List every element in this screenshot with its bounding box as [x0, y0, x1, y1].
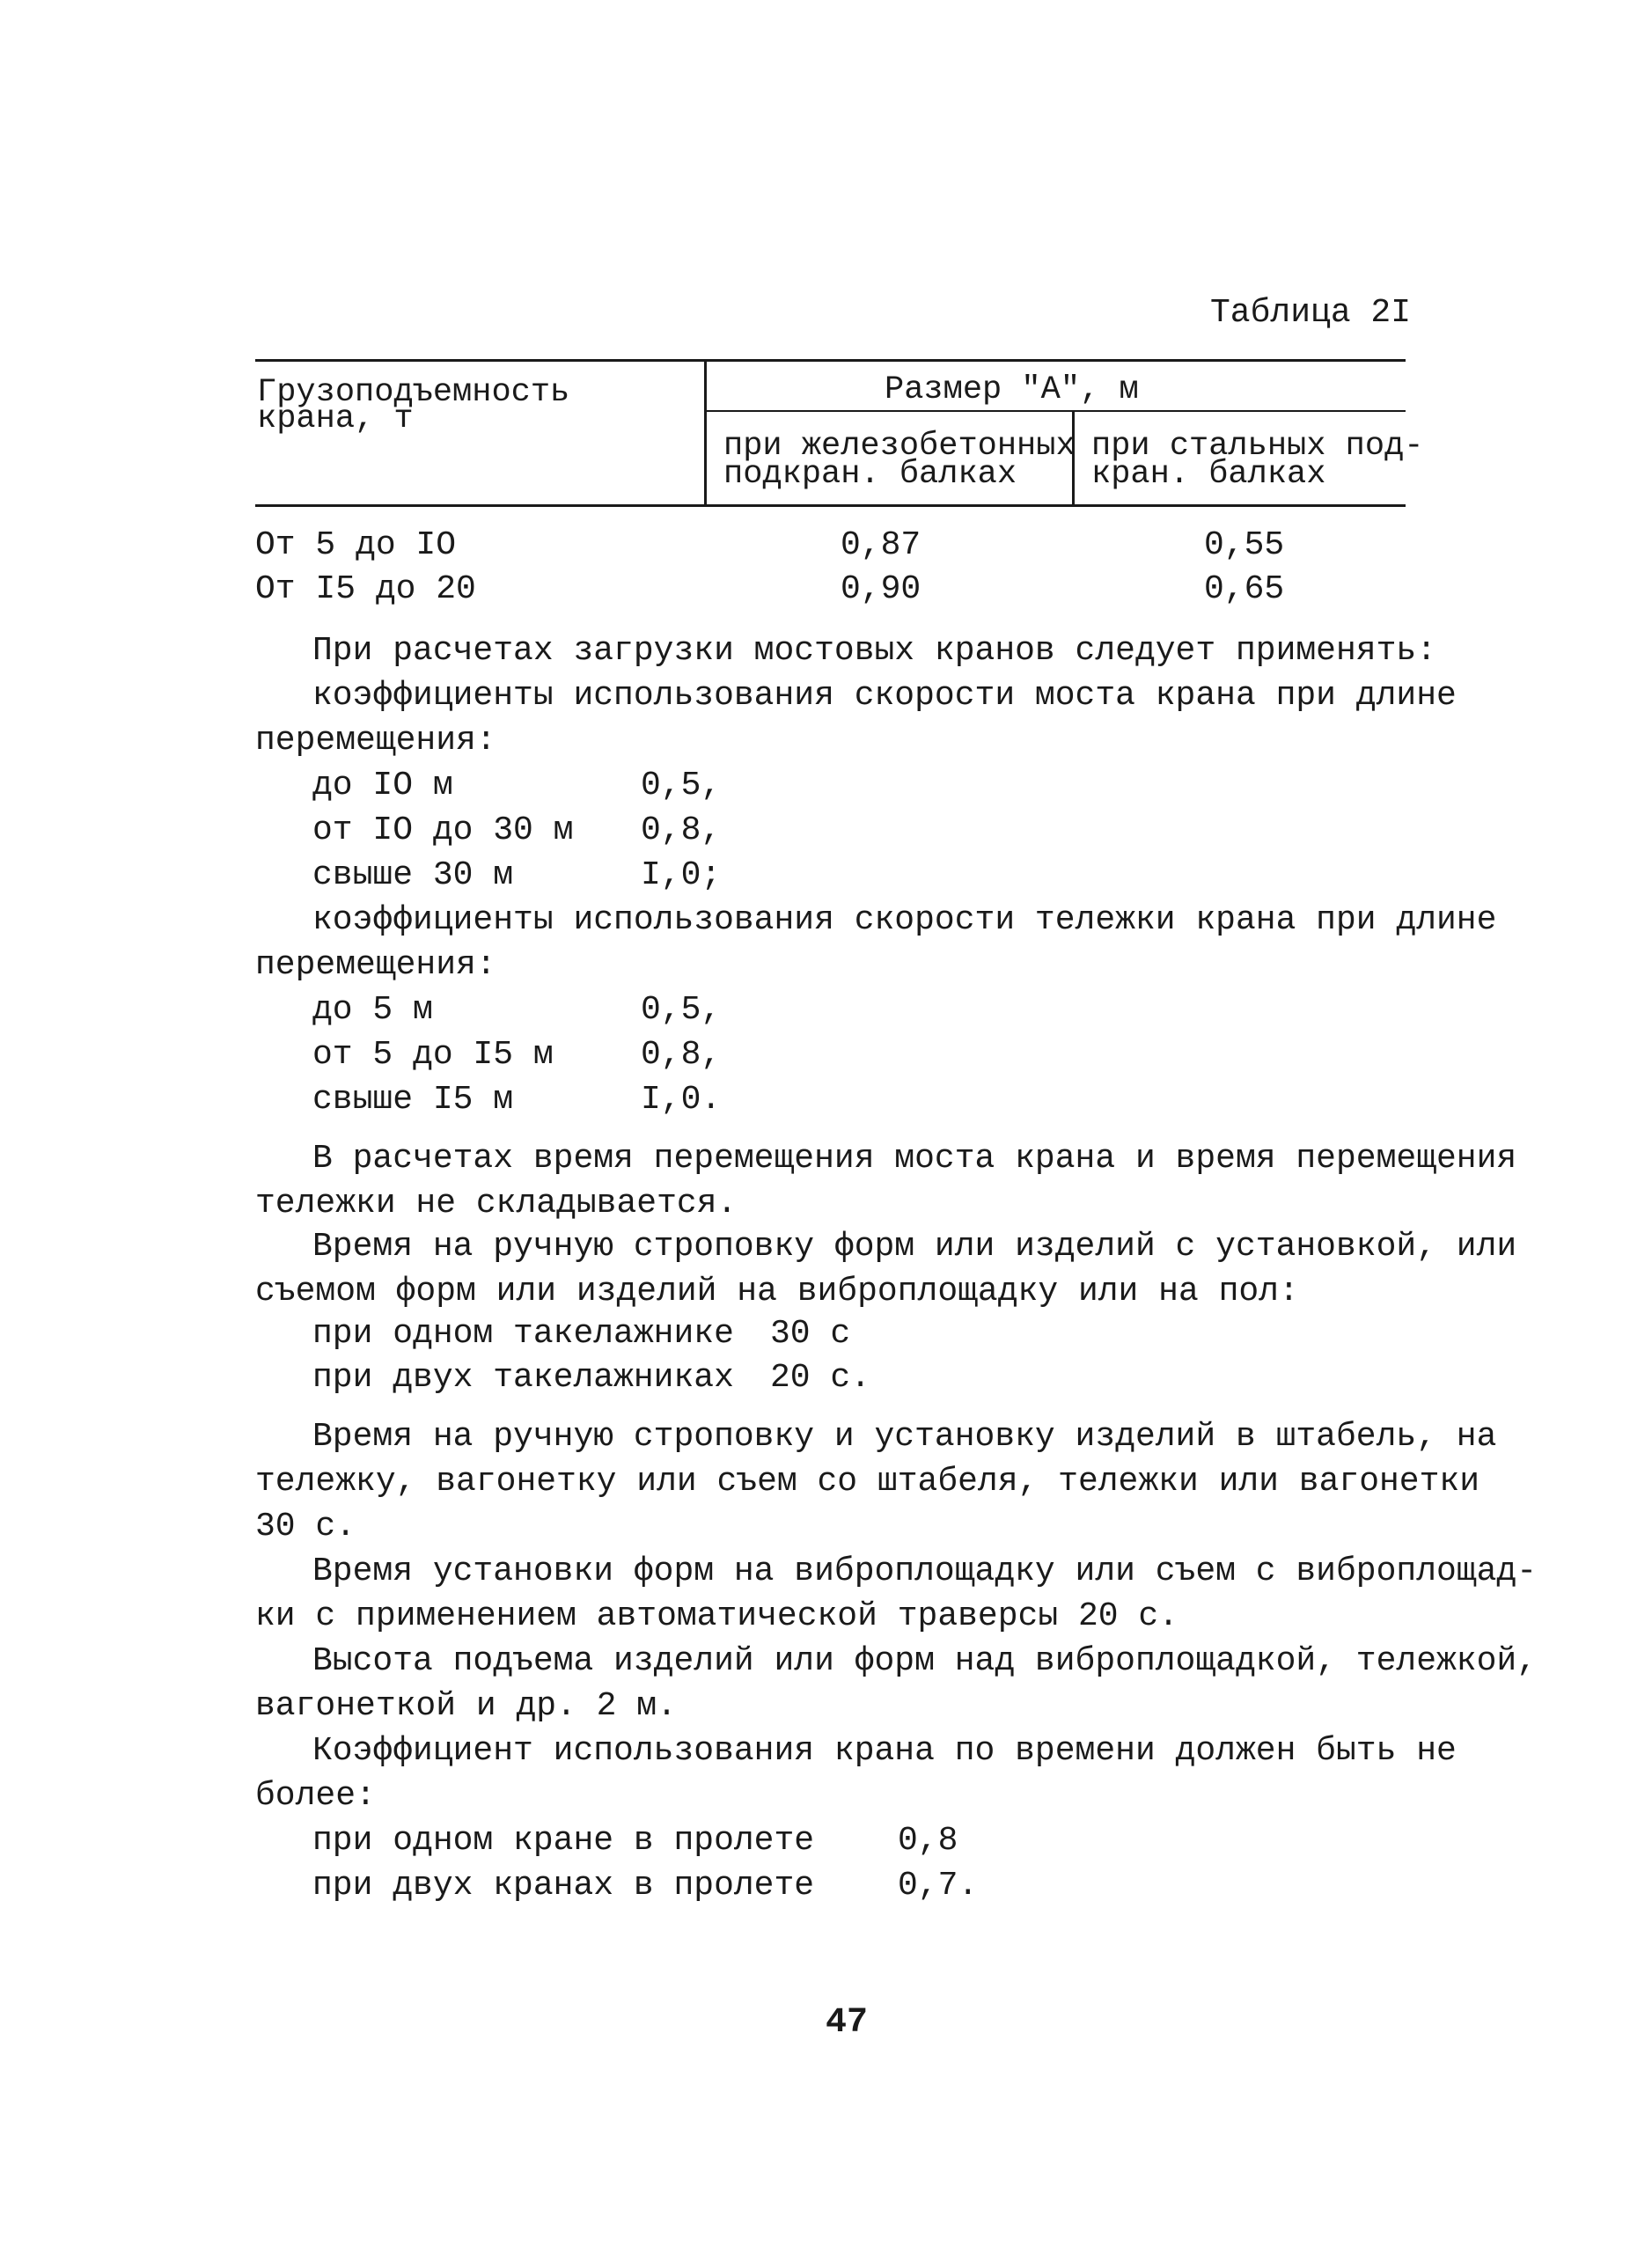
row-capacity: От 5 до IO: [255, 526, 457, 564]
stacking-line1: Время на ручную строповку и установку изделий в штабель, на: [312, 1418, 1497, 1456]
bridge-item-label: от IO до 30 м: [312, 811, 574, 849]
row-rc-value: 0,90: [841, 570, 921, 608]
rigger-item-label: при одном такелажнике: [312, 1315, 734, 1353]
header-steel-line1: при стальных под-: [1091, 428, 1424, 465]
stacking-line3: 30 с.: [255, 1508, 356, 1545]
crane-item-value: 0,8: [898, 1822, 958, 1860]
crane-item-label: при двух кранах в пролете: [312, 1867, 815, 1905]
crane-item-value: 0,7.: [898, 1867, 979, 1905]
auto-traverse-line2: ки с применением автоматической траверсы 20 с.: [255, 1597, 1178, 1635]
row-rc-value: 0,87: [841, 526, 921, 564]
rigger-item-value: 20 с.: [770, 1359, 871, 1397]
bridge-item-value: I,0;: [641, 856, 722, 894]
trolley-item-value: I,0.: [641, 1081, 722, 1119]
intro-text: При расчетах загрузки мостовых кранов следует применять:: [312, 632, 1437, 670]
table-group-rule: [704, 410, 1406, 412]
crane-item-label: при одном кране в пролете: [312, 1822, 815, 1860]
utilization-line2: более:: [255, 1777, 376, 1815]
page-number: 47: [826, 2003, 869, 2043]
table-top-rule: [255, 359, 1406, 362]
trolley-item-value: 0,8,: [641, 1036, 722, 1074]
bridge-item-label: до IO м: [312, 767, 453, 804]
row-capacity: От I5 до 20: [255, 570, 476, 608]
not-summed-line2: тележки не складывается.: [255, 1185, 738, 1222]
bridge-item-value: 0,5,: [641, 767, 722, 804]
bridge-coef-line2: перемещения:: [255, 722, 496, 760]
trolley-item-label: до 5 м: [312, 991, 433, 1029]
header-steel-line2: кран. балках: [1091, 456, 1326, 493]
table-caption: Таблица 2I: [1210, 294, 1412, 332]
table-header-bottom-rule: [255, 504, 1406, 507]
lift-height-line2: вагонеткой и др. 2 м.: [255, 1687, 677, 1725]
trolley-item-value: 0,5,: [641, 991, 722, 1029]
header-capacity-line2: крана, т: [257, 400, 414, 437]
not-summed-line1: В расчетах время перемещения моста крана и время перемещения: [312, 1140, 1517, 1178]
header-rc-line2: подкран. балках: [723, 456, 1017, 493]
row-steel-value: 0,55: [1204, 526, 1285, 564]
trolley-item-label: свыше I5 м: [312, 1081, 514, 1119]
bridge-item-label: свыше 30 м: [312, 856, 514, 894]
rigger-item-label: при двух такелажниках: [312, 1359, 734, 1397]
manual-slinging-line1: Время на ручную строповку форм или изделий с установкой, или: [312, 1228, 1517, 1266]
bridge-item-value: 0,8,: [641, 811, 722, 849]
trolley-coef-line1: коэффициенты использования скорости тележки крана при длине: [312, 901, 1497, 939]
header-capacity-line1: Грузоподъемность: [257, 374, 570, 411]
trolley-coef-line2: перемещения:: [255, 946, 496, 984]
trolley-item-label: от 5 до I5 м: [312, 1036, 554, 1074]
stacking-line2: тележку, вагонетку или съем со штабеля, тележки или вагонетки: [255, 1463, 1480, 1501]
manual-slinging-line2: съемом форм или изделий на виброплощадку или на пол:: [255, 1273, 1299, 1310]
bridge-coef-line1: коэффициенты использования скорости моста крана при длине: [312, 677, 1457, 715]
utilization-line1: Коэффициент использования крана по времени должен быть не: [312, 1732, 1457, 1770]
header-size-a: Размер "А", м: [885, 371, 1139, 408]
rigger-item-value: 30 с: [770, 1315, 851, 1353]
table-col-divider-1: [704, 359, 707, 506]
auto-traverse-line1: Время установки форм на виброплощадку или съем с виброплощад-: [312, 1552, 1538, 1590]
header-rc-line1: при железобетонных: [723, 428, 1076, 465]
row-steel-value: 0,65: [1204, 570, 1285, 608]
lift-height-line1: Высота подъема изделий или форм над виброплощадкой, тележкой,: [312, 1642, 1538, 1680]
